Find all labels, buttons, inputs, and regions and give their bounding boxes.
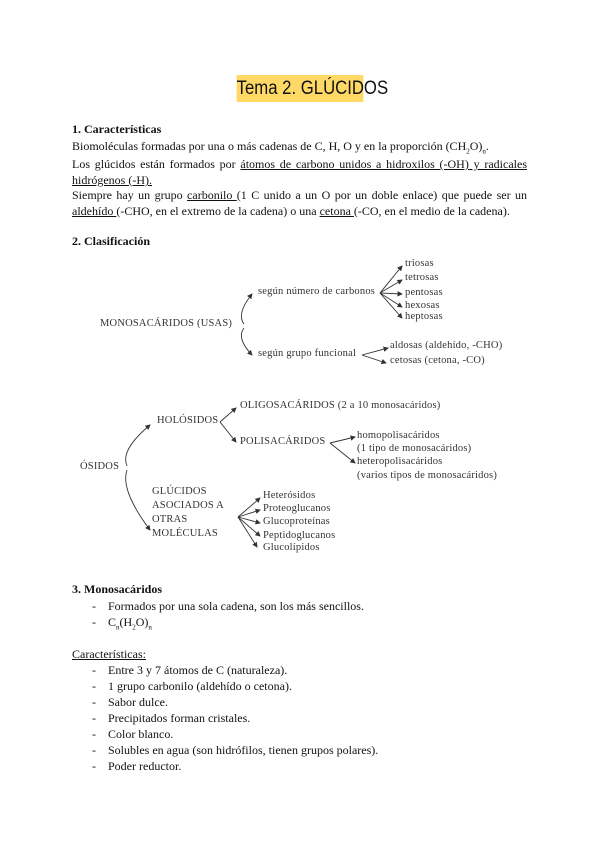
- asociado-type: Glucoproteínas: [263, 516, 330, 527]
- asociados-line: GLÚCIDOS: [152, 486, 207, 497]
- text: .: [485, 139, 489, 153]
- feature-item: Solubles en agua (son hidrófilos, tienen grupos polares).: [108, 743, 379, 757]
- dash: -: [92, 679, 96, 693]
- text: C: [108, 615, 117, 629]
- section3-heading: 3. Monosacáridos: [72, 582, 162, 596]
- dash: -: [92, 695, 96, 709]
- poli-type: (1 tipo de monosacáridos): [357, 443, 472, 454]
- asociado-type: Heterósidos: [263, 490, 316, 501]
- asociados-line: MOLÉCULAS: [152, 528, 218, 539]
- underlined-text: cetona: [319, 204, 354, 218]
- subscript: n: [148, 623, 152, 632]
- section2-heading: 2. Clasificación: [72, 234, 150, 248]
- feature-item: Sabor dulce.: [108, 695, 168, 709]
- dash: -: [92, 727, 96, 741]
- subscript: 2: [466, 147, 470, 156]
- dash: -: [92, 615, 96, 629]
- underlined-text: carbonilo: [187, 188, 237, 202]
- dash: -: [92, 599, 96, 613]
- text: (1 C unido a un O por un doble enlace) que puede ser un: [236, 188, 527, 202]
- subscript: n: [482, 147, 486, 156]
- carbon-type: heptosas: [405, 311, 443, 322]
- mono-by-carbons: según número de carbonos: [258, 286, 376, 297]
- poli-type: (varios tipos de monosacáridos): [357, 470, 498, 481]
- feature-item: Color blanco.: [108, 727, 174, 741]
- asociado-type: Peptidoglucanos: [263, 530, 336, 541]
- list-item: Formados por una sola cadena, son los más sencillos.: [108, 599, 364, 613]
- formula: [108, 615, 152, 631]
- text: (-CHO, en el extremo de la cadena) o una: [116, 204, 320, 218]
- feature-item: Precipitados forman cristales.: [108, 711, 251, 725]
- asociados-line: ASOCIADOS A: [152, 500, 224, 511]
- text: O): [469, 139, 483, 153]
- asociado-type: Proteoglucanos: [263, 503, 331, 514]
- carbon-type: hexosas: [405, 300, 440, 311]
- underlined-text: aldehído: [72, 204, 117, 218]
- dash: -: [92, 759, 96, 773]
- mono-root: MONOSACÁRIDOS (USAS): [100, 318, 233, 329]
- feature-item: Poder reductor.: [108, 759, 182, 773]
- underlined-text: átomos de carbono unidos a hidroxilos (-OH) y radicales hidrógenos (-H).: [72, 157, 527, 187]
- group-type: aldosas (aldehído, -CHO): [390, 340, 503, 351]
- text: O): [135, 615, 149, 629]
- feature-item: Entre 3 y 7 átomos de C (naturaleza).: [108, 663, 288, 677]
- asociado-type: Glucolípidos: [263, 542, 320, 553]
- poli-type: homopolisacáridos: [357, 430, 440, 441]
- group-type: cetosas (cetona, -CO): [390, 355, 485, 366]
- oligosacaridos: OLIGOSACÁRIDOS (2 a 10 monosacáridos): [240, 400, 441, 411]
- dash: -: [92, 743, 96, 757]
- subscript: n: [116, 623, 120, 632]
- text: (H: [119, 615, 133, 629]
- carbon-type: pentosas: [405, 287, 443, 298]
- poli-type: heteropolisacáridos: [357, 456, 443, 467]
- feature-item: 1 grupo carbonilo (aldehído o cetona).: [108, 679, 292, 693]
- asociados-line: OTRAS: [152, 514, 188, 525]
- text: Los glúcidos están formados por: [72, 157, 241, 171]
- section1-heading: 1. Características: [72, 122, 162, 136]
- dash: -: [92, 711, 96, 725]
- features-subheading: Características:: [72, 647, 146, 661]
- text: Siempre hay un grupo: [72, 188, 188, 202]
- osidos-root: ÓSIDOS: [80, 461, 120, 472]
- text: Biomoléculas formadas por una o más cadenas de C, H, O y en la proporción (CH: [72, 139, 467, 153]
- holosidos: HOLÓSIDOS: [157, 415, 219, 426]
- text: (-CO, en el medio de la cadena).: [353, 204, 510, 218]
- dash: -: [92, 663, 96, 677]
- carbon-type: tetrosas: [405, 272, 439, 283]
- mono-by-group: según grupo funcional: [258, 348, 357, 359]
- subscript: 2: [132, 623, 136, 632]
- carbon-type: triosas: [405, 258, 434, 269]
- polisacaridos: POLISACÁRIDOS: [240, 436, 326, 447]
- page-title: Tema 2. GLÚCIDOS: [237, 75, 364, 102]
